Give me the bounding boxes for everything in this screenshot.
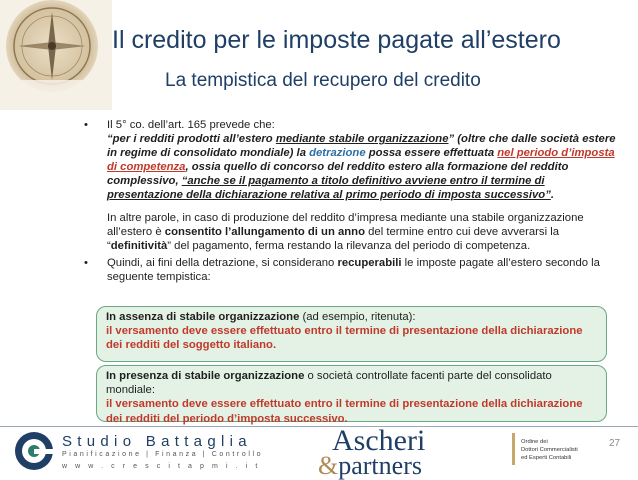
ordine-logo-icon <box>512 433 515 465</box>
quote-highlight-red: nel periodo d’imposta di competenza <box>107 147 615 174</box>
quote-highlight: detrazione <box>309 147 366 160</box>
bullet-item <box>84 256 619 284</box>
paragraph-bold: definitività <box>110 239 168 252</box>
ascheri-ampersand: & <box>318 451 339 480</box>
ascheri-logo-line2 <box>318 451 425 480</box>
ascheri-partners-text: partners <box>338 451 422 480</box>
callout-heading-bold: In presenza di stabile organizzazione <box>106 370 305 382</box>
ascheri-logo-line1: Ascheri <box>332 424 426 457</box>
bullet-marker: • <box>84 119 88 131</box>
paragraph-bold: consentito l’allungamento di un anno <box>164 225 365 238</box>
callout-box-no-permanent-establishment <box>96 306 607 362</box>
paragraph-bold: recuperabili <box>337 256 402 269</box>
page-number: 27 <box>609 438 621 449</box>
callout-rule: il versamento deve essere effettuato entro il termine di presentazione della dichiarazione dei redditi del periodo d’imposta successivo. <box>106 398 583 425</box>
quote-underlined: mediante stabile organizzazione <box>275 133 449 146</box>
studio-name: Studio Battaglia <box>62 433 252 450</box>
bullet-text <box>107 256 619 284</box>
law-quote <box>107 132 619 202</box>
bullet-marker: • <box>84 256 88 269</box>
quote-text: . <box>550 189 554 202</box>
ordine-line: Dottori Commercialisti <box>521 447 578 453</box>
paragraph-text: In altre parole, in caso di produzione del reddito d’impresa mediante una stabile organizzazione all’estero è <box>107 211 584 238</box>
callout-heading-bold: In assenza di stabile organizzazione <box>106 311 300 323</box>
explanation-paragraph <box>107 211 619 253</box>
quote-text: , ossia quello di concorso del reddito estero alla formazione del reddito complessivo, <box>107 161 569 188</box>
slide-subtitle: La tempistica del recupero del credito <box>165 70 481 91</box>
ordine-line: Ordine dei <box>521 439 548 445</box>
studio-url: www.crescitapmi.it <box>62 463 266 470</box>
bullet-item <box>84 118 619 253</box>
slide-title: Il credito per le imposte pagate all’estero <box>112 26 561 54</box>
callout-box-permanent-establishment <box>96 365 607 425</box>
ordine-line: ed Esperti Contabili <box>521 455 572 461</box>
paragraph-text: le imposte pagate all’estero secondo la seguente tempistica: <box>107 256 600 283</box>
slide-body <box>84 118 619 284</box>
quote-underlined: “anche se il pagamento a titolo definitivo avviene entro il termine di presentazione della dichiarazione relativa al primo periodo di imposta successivo” <box>107 175 551 202</box>
callout-heading <box>106 310 597 324</box>
compass-image <box>0 0 112 110</box>
ascheri-partners-logo <box>318 424 426 480</box>
paragraph-text: del termine entro cui deve avverarsi la “ <box>107 225 560 252</box>
paragraph-text: ” del pagamento, ferma restando la rilevanza del periodo di competenza. <box>167 239 531 252</box>
quote-text: “per i redditi prodotti all’estero <box>107 133 276 146</box>
studio-tagline: Pianificazione | Finanza | Controllo <box>62 451 264 458</box>
callout-heading-text: (ad esempio, ritenuta): <box>299 311 416 323</box>
ordine-label <box>521 438 578 462</box>
quote-text: possa essere effettuata <box>365 147 498 160</box>
studio-battaglia-logo-icon <box>14 431 54 471</box>
callout-heading <box>106 369 597 397</box>
callout-heading-text: o società controllate facenti parte del consolidato mondiale: <box>106 370 552 397</box>
quote-text: ” (oltre che dalle società estere in regime di consolidato mondiale) la <box>107 133 616 160</box>
paragraph-text: Quindi, ai fini della detrazione, si considerano <box>107 256 338 269</box>
bullet-intro: Il 5° co. dell’art. 165 prevede che: <box>107 119 275 131</box>
callout-rule: il versamento deve essere effettuato entro il termine di presentazione della dichiarazione dei redditi del soggetto italiano. <box>106 325 583 352</box>
